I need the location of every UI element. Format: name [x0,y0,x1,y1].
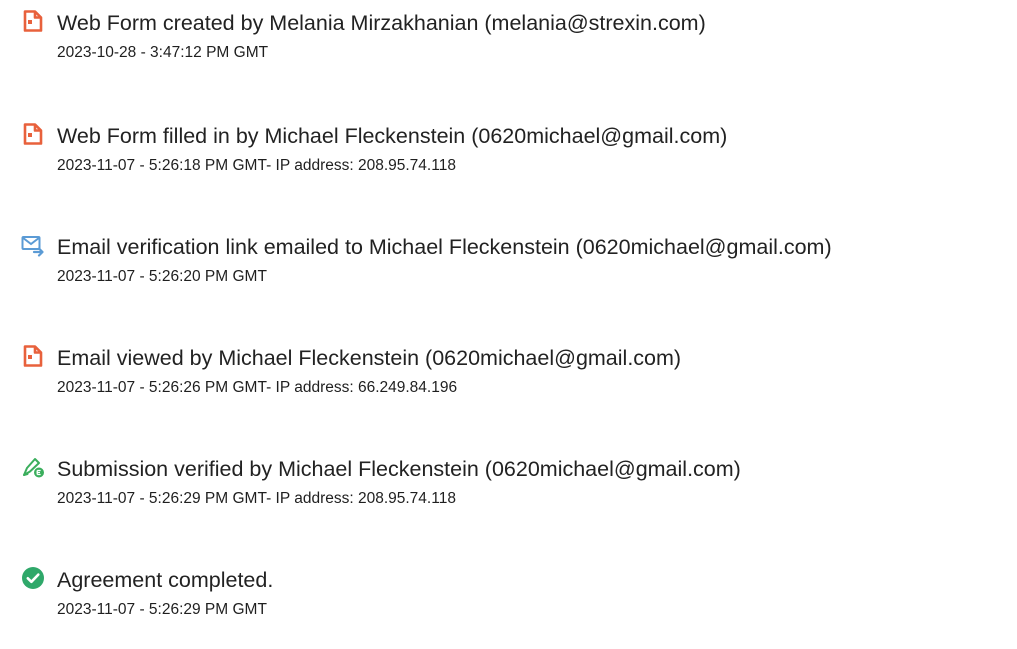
event-title: Web Form created by Melania Mirzakhanian (melania@strexin.com) [57,11,706,35]
event-submission-verified [0,455,1017,535]
document-icon [21,122,45,146]
event-email-verification-sent [0,233,1017,313]
document-icon [21,9,45,33]
event-agreement-completed [0,566,1017,646]
event-web-form-filled [0,122,1017,202]
pen-verified-icon [21,455,45,479]
event-email-viewed [0,344,1017,424]
event-title: Web Form filled in by Michael Fleckenstein (0620michael@gmail.com) [57,124,728,148]
email-forward-icon [21,233,45,257]
event-title: Email verification link emailed to Michael Fleckenstein (0620michael@gmail.com) [57,235,832,259]
event-title: Email viewed by Michael Fleckenstein (0620michael@gmail.com) [57,346,682,370]
event-title: Submission verified by Michael Fleckenstein (0620michael@gmail.com) [57,457,741,481]
event-timestamp: 2023-11-07 - 5:26:29 PM GMT- IP address: 208.95.74.118 [57,490,456,507]
event-timestamp: 2023-10-28 - 3:47:12 PM GMT [57,44,269,61]
event-timestamp: 2023-11-07 - 5:26:20 PM GMT [57,268,267,285]
document-icon [21,344,45,368]
event-timestamp: 2023-11-07 - 5:26:29 PM GMT [57,601,267,618]
event-timestamp: 2023-11-07 - 5:26:26 PM GMT- IP address: 66.249.84.196 [57,379,458,396]
check-circle-icon [21,566,45,590]
event-web-form-created [0,9,1017,89]
event-title: Agreement completed. [57,568,274,592]
event-timestamp: 2023-11-07 - 5:26:18 PM GMT- IP address: 208.95.74.118 [57,157,456,174]
